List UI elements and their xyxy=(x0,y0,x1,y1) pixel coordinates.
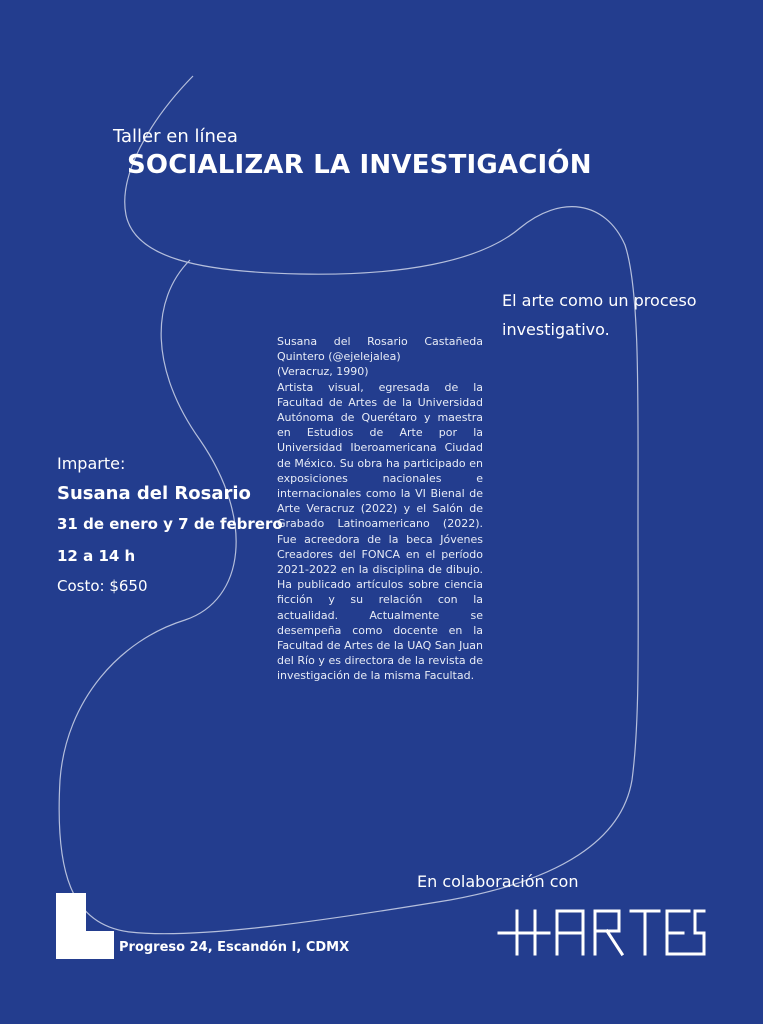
instructor-name: Susana del Rosario xyxy=(57,483,251,504)
l-block-logo-icon xyxy=(56,893,114,959)
workshop-hours: 12 a 14 h xyxy=(57,547,136,565)
workshop-dates: 31 de enero y 7 de febrero xyxy=(57,515,283,533)
bio-name-line: Susana del Rosario Castañeda Quintero (@ejelejalea) xyxy=(277,335,483,364)
tagline: El arte como un proceso investigativo. xyxy=(502,291,697,339)
hartes-logo-icon xyxy=(495,906,707,958)
workshop-cost: Costo: $650 xyxy=(57,577,148,595)
artist-bio xyxy=(277,334,483,684)
venue-address: Progreso 24, Escandón I, CDMX xyxy=(119,940,350,955)
workshop-subtitle: Taller en línea xyxy=(113,126,238,147)
bio-origin-line: (Veracruz, 1990) xyxy=(277,365,369,379)
workshop-title: SOCIALIZAR LA INVESTIGACIÓN xyxy=(127,150,592,180)
bio-body: Artista visual, egresada de la Facultad de Artes de la Universidad Autónoma de Querétaro y maestra en Estudios de Arte por la Universidad Iberoamericana Ciudad de México. Su obra ha participado en exposiciones nacionales e internacionales como la VI Bienal de Arte Veracruz (2022) y el Salón de Grabado Latinoamericano (2022). Fue acreedora de la beca Jóvenes Creadores del FONCA en el período 2021-2022 en la disciplina de dibujo. Ha publicado artículos sobre ciencia ficción y su relación con la actualidad. Actualmente se desempeña como docente en la Facultad de Artes de la UAQ San Juan del Río y es directora de la revista de investigación de la misma Facultad. xyxy=(277,380,483,683)
collaboration-label: En colaboración con xyxy=(417,872,579,891)
imparte-label: Imparte: xyxy=(57,454,126,473)
